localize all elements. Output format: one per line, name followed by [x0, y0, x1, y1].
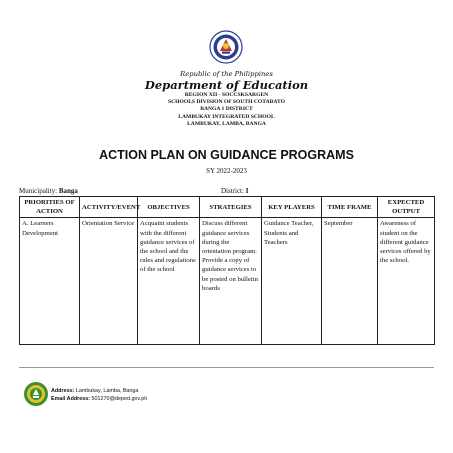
cell-strategies: Discuss different guidance services during the orientation program. Provide a copy of guidance services to be posted on bulletin boards — [200, 218, 262, 345]
letterhead — [0, 70, 453, 128]
letterhead-school: LAMBUKAY INTEGRATED SCHOOL — [178, 113, 275, 120]
school-logo-icon — [23, 381, 49, 407]
letterhead-region: REGION XII - SOCCSKSARGEN — [184, 92, 269, 98]
school-year: SY 2022-2023 — [206, 167, 247, 175]
cell-activity: Orientation Service — [80, 218, 138, 345]
cell-objectives: Acquaint students with the different guidance services of the school and the rules and regulations of the school — [138, 218, 200, 345]
footer-address-line — [51, 388, 147, 396]
deped-seal-icon — [209, 30, 243, 64]
header-activity: ACTIVITY/EVENT — [80, 197, 138, 218]
header-time-frame: TIME FRAME — [322, 197, 378, 218]
footer-email-line — [51, 396, 147, 404]
district-field — [221, 187, 248, 196]
letterhead-address: LAMBUKAY, LAMBA, BANGA — [187, 120, 266, 127]
email-label: Email Address: — [51, 395, 91, 402]
action-plan-table — [19, 196, 435, 345]
header-key-players: KEY PLAYERS — [262, 197, 322, 218]
email-value: 501270@deped.gov.ph — [91, 395, 148, 402]
municipality-label: Municipality: — [19, 187, 58, 195]
cell-time-frame: September — [322, 218, 378, 345]
letterhead-division: SCHOOLS DIVISION OF SOUTH COTABATO — [168, 99, 285, 106]
republic-line: Republic of the Philippines — [180, 70, 273, 78]
cell-expected-output: Awareness of student on the different guidance services offered by the school. — [378, 218, 435, 345]
header-expected-output: EXPECTED OUTPUT — [378, 197, 435, 218]
district-label: District: — [221, 187, 244, 195]
table-header-row — [20, 197, 435, 218]
department-name: Department of Education — [144, 78, 309, 92]
address-value: Lambukay, Lamba, Banga — [75, 388, 139, 394]
district-value: I — [245, 187, 249, 195]
municipality-value: Banga — [58, 187, 78, 195]
cell-priorities: A. Learners Development — [20, 218, 80, 345]
header-objectives: OBJECTIVES — [138, 197, 200, 218]
header-strategies: STRATEGIES — [200, 197, 262, 218]
footer-contact — [51, 388, 147, 403]
address-label: Address: — [51, 388, 75, 394]
cell-key-players: Guidance Teacher, Students and Teachers — [262, 218, 322, 345]
table-row — [20, 218, 435, 345]
letterhead-district: BANGA 1 DISTRICT — [200, 106, 253, 113]
header-priorities: PRIORITIES OF ACTION — [20, 197, 80, 218]
footer-divider — [19, 367, 434, 368]
municipality-field — [19, 187, 78, 196]
document-title: ACTION PLAN ON GUIDANCE PROGRAMS — [99, 148, 354, 162]
